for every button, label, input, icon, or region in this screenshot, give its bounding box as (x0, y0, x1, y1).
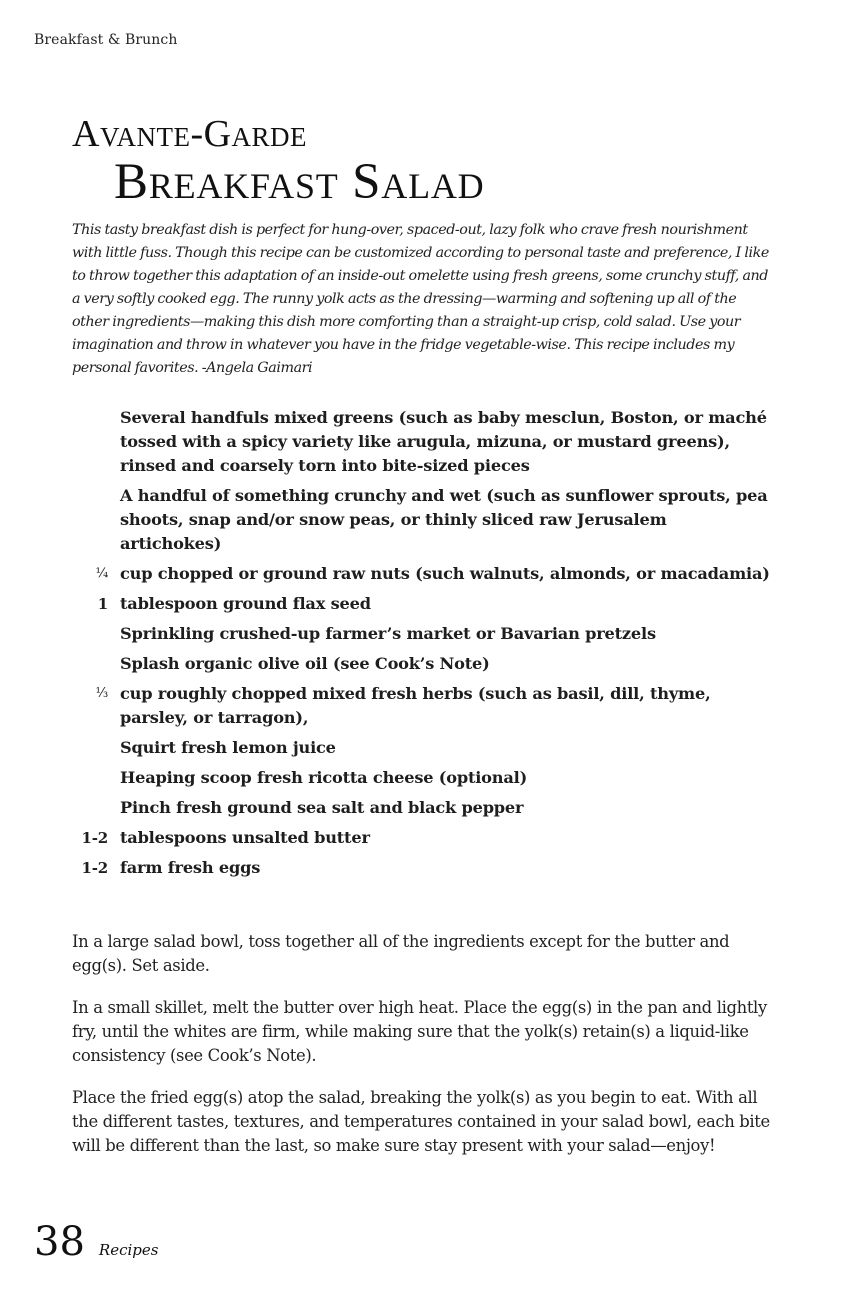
recipe-title-line1: Avante-Garde (72, 113, 308, 155)
ingredient-item (72, 826, 772, 850)
ingredient-text: tablespoons unsalted butter (120, 828, 370, 847)
directions (72, 930, 772, 1176)
ingredient-quantity: ¼ (95, 566, 108, 581)
running-head: Breakfast & Brunch (34, 32, 178, 48)
ingredient-item (72, 796, 772, 820)
ingredient-quantity: ⅓ (95, 686, 108, 701)
ingredient-text: cup chopped or ground raw nuts (such walnuts, almonds, or macadamia) (120, 564, 770, 583)
ingredient-item (72, 766, 772, 790)
ingredient-text: A handful of something crunchy and wet (such as sunflower sprouts, pea shoots, snap and/or snow peas, or thinly sliced raw Jerusalem artichokes) (120, 486, 768, 553)
direction-step: In a small skillet, melt the butter over high heat. Place the egg(s) in the pan and lightly fry, until the whites are firm, while making sure that the yolk(s) retain(s) a liquid-like consistency (see Cook’s Note). (72, 998, 767, 1065)
recipe-intro: This tasty breakfast dish is perfect for hung-over, spaced-out, lazy folk who crave fresh nourishment with little fuss. Though this recipe can be customized according to personal taste and preference, I like to throw together this adaptation of an inside-out omelette using fresh greens, some crunchy stuff, and a very softly cooked egg. The runny yolk acts as the dressing—warming and softening up all of the other ingredients—making this dish more comforting than a straight-up crisp, cold salad. Use your imagination and throw in whatever you have in the fridge vegetable-wise. This recipe includes my personal favorites. -Angela Gaimari (72, 222, 769, 376)
ingredient-quantity (72, 736, 120, 760)
ingredient-item (72, 406, 772, 478)
ingredient-text: tablespoon ground flax seed (120, 594, 371, 613)
ingredient-quantity (72, 796, 120, 820)
ingredient-text: Several handfuls mixed greens (such as baby mesclun, Boston, or maché tossed with a spicy variety like arugula, mizuna, or mustard greens), rinsed and coarsely torn into bite-sized pieces (120, 408, 767, 475)
ingredient-text: Splash organic olive oil (see Cook’s Note) (120, 654, 490, 673)
direction-step: In a large salad bowl, toss together all of the ingredients except for the butter and egg(s). Set aside. (72, 932, 730, 975)
direction-step: Place the fried egg(s) atop the salad, breaking the yolk(s) as you begin to eat. With all the different tastes, textures, and temperatures contained in your salad bowl, each bite will be different than the last, so make sure stay present with your salad—enjoy! (72, 1088, 770, 1155)
ingredient-text: Squirt fresh lemon juice (120, 738, 336, 757)
ingredient-item (72, 622, 772, 646)
ingredient-quantity: 1-2 (81, 859, 108, 877)
ingredient-quantity (72, 652, 120, 676)
page-number: 38 (34, 1219, 85, 1265)
recipe-title (72, 112, 484, 208)
ingredient-text: Heaping scoop fresh ricotta cheese (optional) (120, 768, 528, 787)
ingredient-text: Pinch fresh ground sea salt and black pepper (120, 798, 524, 817)
ingredient-quantity (72, 622, 120, 646)
recipe-title-line2: Breakfast Salad (114, 154, 485, 210)
ingredient-item (72, 856, 772, 880)
ingredient-quantity: 1-2 (81, 829, 108, 847)
ingredient-item (72, 682, 772, 730)
ingredient-item (72, 592, 772, 616)
ingredient-text: cup roughly chopped mixed fresh herbs (such as basil, dill, thyme, parsley, or tarragon), (120, 684, 711, 727)
ingredient-item (72, 736, 772, 760)
ingredient-quantity: 1 (97, 595, 108, 613)
ingredient-quantity (72, 406, 120, 478)
ingredient-item (72, 484, 772, 556)
ingredient-item (72, 562, 772, 586)
ingredients-list (72, 406, 772, 886)
footer-section-label: Recipes (98, 1241, 159, 1259)
ingredient-quantity (72, 484, 120, 556)
ingredient-text: farm fresh eggs (120, 858, 261, 877)
ingredient-text: Sprinkling crushed-up farmer’s market or Bavarian pretzels (120, 624, 656, 643)
ingredient-quantity (72, 766, 120, 790)
page-footer (34, 1218, 158, 1266)
ingredient-item (72, 652, 772, 676)
